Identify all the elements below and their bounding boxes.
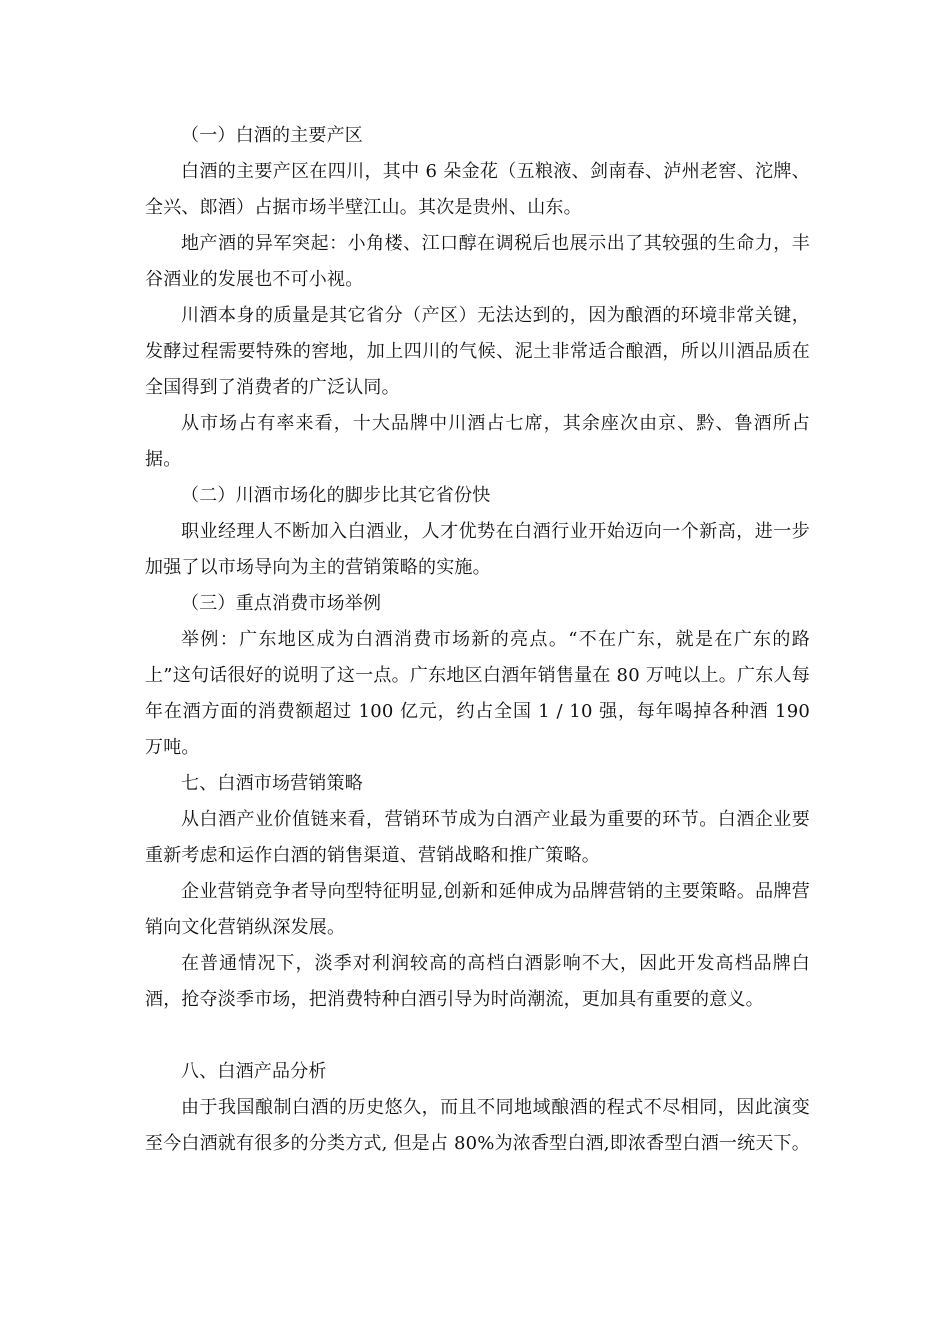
section-heading-key-markets: （三）重点消费市场举例 [181, 593, 382, 614]
section-heading-product-analysis: 八、白酒产品分析 [181, 1061, 327, 1082]
paragraph-guangdong: 举例：广东地区成为白酒消费市场新的亮点。“不在广东，就是在广东的路上”这句话很好的说明了这一点。广东地区白酒年销售量在 80 万吨以上。广东人每年在酒方面的消费额超过 100 亿元，约占全国 1 / 10 强，每年喝掉各种酒 190 万吨。 [145, 629, 810, 758]
paragraph-sichuan-quality: 川酒本身的质量是其它省分（产区）无法达到的，因为酿酒的环境非常关键，发酵过程需要特殊的窖地，加上四川的气候、泥土非常适合酿酒，所以川酒品质在全国得到了消费者的广泛认同。 [145, 305, 810, 398]
paragraph-value-chain: 从白酒产业价值链来看，营销环节成为白酒产业最为重要的环节。白酒企业要重新考虑和运作白酒的销售渠道、营销战略和推广策略。 [145, 809, 810, 866]
document-body [145, 118, 810, 1162]
paragraph-managers: 职业经理人不断加入白酒业，人才优势在白酒行业开始迈向一个新高，进一步加强了以市场导向为主的营销策略的实施。 [145, 521, 810, 578]
paragraph-product-analysis: 由于我国酿制白酒的历史悠久，而且不同地域酿酒的程式不尽相同，因此演变至今白酒就有很多的分类方式, 但是占 80%为浓香型白酒,即浓香型白酒一统天下。 [145, 1097, 810, 1154]
section-heading-main-regions: （一）白酒的主要产区 [181, 125, 363, 146]
paragraph-competitor-oriented: 企业营销竞争者导向型特征明显,创新和延伸成为品牌营销的主要策略。品牌营销向文化营销纵深发展。 [145, 881, 810, 938]
paragraph-local-liquor: 地产酒的异军突起：小角楼、江口醇在调税后也展示出了其较强的生命力，丰谷酒业的发展也不可小视。 [145, 233, 810, 290]
section-heading-marketization: （二）川酒市场化的脚步比其它省份快 [181, 485, 491, 506]
section-spacer [145, 1018, 810, 1054]
paragraph-market-share: 从市场占有率来看，十大品牌中川酒占七席，其余座次由京、黔、鲁酒所占据。 [145, 413, 810, 470]
paragraph-off-season: 在普通情况下，淡季对利润较高的高档白酒影响不大，因此开发高档品牌白酒，抢夺淡季市场，把消费特种白酒引导为时尚潮流，更加具有重要的意义。 [145, 953, 810, 1010]
section-heading-marketing-strategy: 七、白酒市场营销策略 [181, 773, 363, 794]
paragraph-main-regions: 白酒的主要产区在四川，其中 6 朵金花（五粮液、剑南春、泸州老窖、沱牌、全兴、郎酒）占据市场半壁江山。其次是贵州、山东。 [145, 161, 810, 218]
